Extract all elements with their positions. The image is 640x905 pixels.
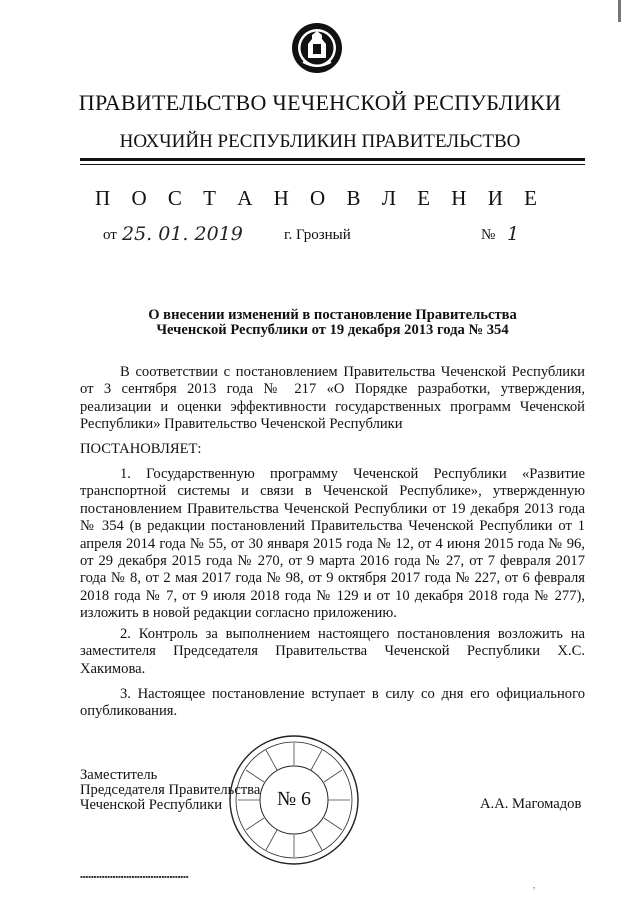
government-name-ru: ПРАВИТЕЛЬСТВО ЧЕЧЕНСКОЙ РЕСПУБЛИКИ (78, 90, 562, 115)
position-line-3: Чеченской Республики (80, 797, 223, 813)
document-title: П О С Т А Н О В Л Е Н И Е (95, 186, 545, 210)
position-line-2: Председателя Правительства (80, 782, 261, 798)
number-prefix: № (481, 227, 496, 243)
official-stamp (226, 732, 362, 868)
document-subject (80, 308, 585, 338)
item-2-paragraph (80, 626, 585, 678)
date-handwritten: 25. 01. 2019 (122, 223, 243, 245)
date-prefix: от (103, 227, 117, 243)
scan-mark (618, 0, 621, 22)
item-3-paragraph (80, 686, 585, 721)
decree-word-text: ПОСТАНОВЛЯЕТ: (80, 441, 202, 457)
footer-file-path: ▪▪▪▪▪▪▪▪▪▪▪▪▪▪▪▪▪▪▪▪▪▪▪▪▪▪▪▪▪▪▪▪▪▪▪▪▪▪▪▪ (80, 874, 189, 879)
header-rule-thick (80, 158, 585, 161)
item-2-text: 2. Контроль за выполнением настоящего постановления возложить на заместителя Председателя Правительства Чеченской Республики Х.С. Хакимова. (80, 626, 585, 677)
stamp-number: № 6 (276, 788, 312, 810)
item-1-paragraph (80, 466, 585, 623)
signatory-name: А.А. Магомадов (480, 796, 582, 812)
item-1-text: 1. Государственную программу Чеченской Республики «Развитие транспортной системы и связи в Чеченской Республике», утвержденную постановлением Правительства Чеченской Республики от 19 декабря 2013 года № 354 (в редакции постановлений Правительства Чеченской Республики от 1 апреля 2014 года № 55, от 30 января 2015 года № 12, от 4 июня 2015 года № 96, от 29 декабря 2015 года № 270, от 9 марта 2016 года № 27, от 7 февраля 2017 года № 8, от 2 мая 2017 года № 98, от 9 октября 2017 года № 227, от 6 февраля 2018 года № 7, от 9 июля 2018 года № 129 и от 10 декабря 2018 года № 277), изложить в новой редакции согласно приложению. (80, 466, 585, 622)
header-rule-thin (80, 164, 585, 165)
corner-mark: , (533, 880, 536, 890)
preamble-paragraph (80, 364, 585, 434)
subject-line-2: Чеченской Республики от 19 декабря 2013 года № 354 (156, 322, 509, 338)
subject-line-1: О внесении изменений в постановление Правительства (148, 307, 517, 323)
city-label: г. Грозный (284, 227, 351, 243)
position-line-1: Заместитель (80, 767, 158, 783)
government-name-ce: НОХЧИЙН РЕСПУБЛИКИН ПРАВИТЕЛЬСТВО (119, 131, 521, 152)
coat-of-arms-icon (291, 22, 343, 74)
preamble-text: В соответствии с постановлением Правительства Чеченской Республики от 3 сентября 2013 года № 217 «О Порядке разработки, утверждения, реализации и оценки эффективности государственных программ Чеченской Республики» Правительство Чеченской Республики (80, 364, 585, 433)
decree-word (80, 441, 585, 458)
number-handwritten: 1 (507, 223, 520, 245)
item-3-text: 3. Настоящее постановление вступает в силу со дня его официального опубликования. (80, 686, 585, 720)
